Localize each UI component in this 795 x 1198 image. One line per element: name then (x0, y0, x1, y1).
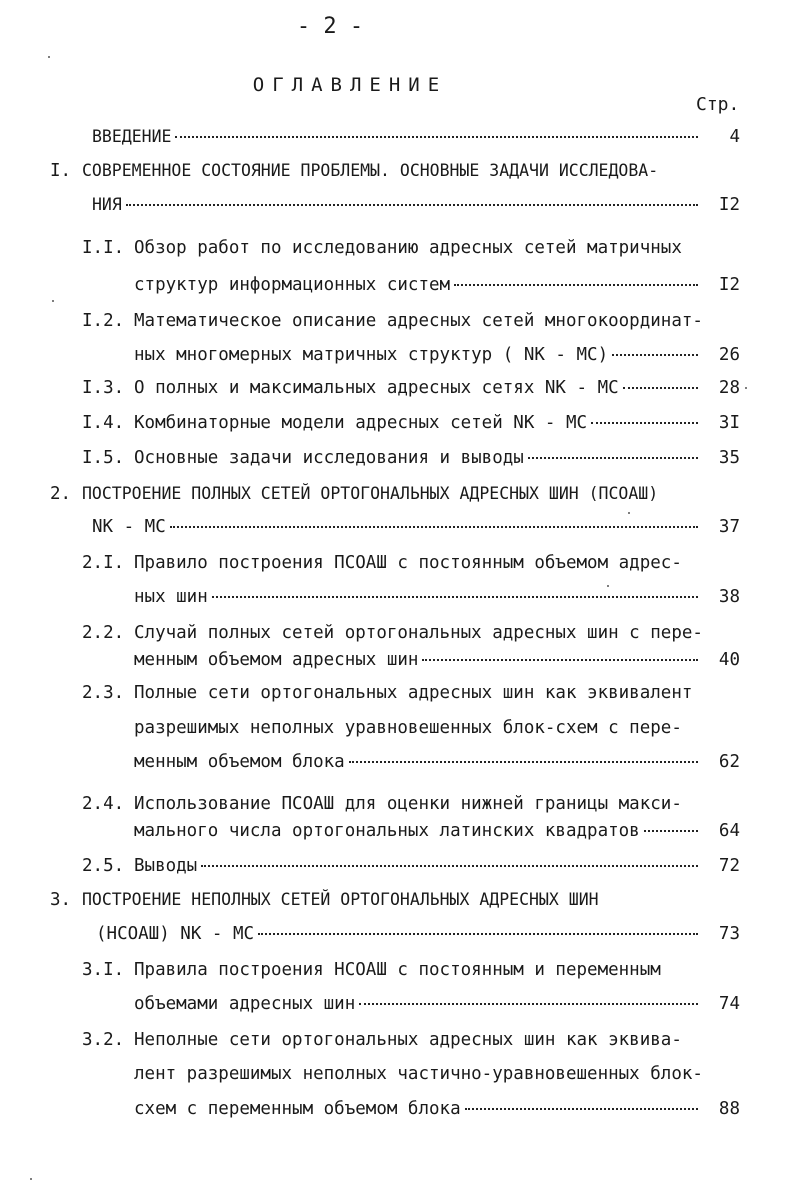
toc-entry-intro[interactable] (92, 124, 740, 150)
dot-leader (349, 760, 698, 763)
section-title-line1: Математическое описание адресных сетей многокоординат- (134, 311, 703, 331)
dot-leader (175, 135, 698, 138)
scan-speck (745, 387, 747, 389)
scan-speck (628, 512, 630, 514)
section-title: Основные задачи исследования и выводы (134, 448, 524, 468)
section-number: 2.I. (82, 553, 125, 573)
section-title-line2: мального числа ортогональных латинских квадратов (134, 821, 640, 841)
chapter-title-line2: NK - MC (92, 517, 166, 537)
section-title-line1: Обзор работ по исследованию адресных сетей матричных (134, 238, 682, 258)
toc-page-number: 74 (718, 994, 740, 1014)
chapter-number: I. (50, 161, 72, 181)
toc-page-number: 62 (718, 752, 740, 772)
section-number: 3.I. (82, 960, 125, 980)
dot-leader (422, 658, 698, 661)
section-number: I.5. (82, 448, 125, 468)
toc-section-1-5[interactable] (82, 445, 740, 471)
dot-leader (528, 456, 698, 459)
toc-chapter-1-cont[interactable] (92, 192, 740, 218)
toc-section-2-1[interactable] (82, 550, 740, 576)
dot-leader (212, 595, 698, 598)
section-title-line1: Случай полных сетей ортогональных адресных шин с пере- (134, 623, 703, 643)
toc-section-3-1[interactable] (82, 957, 740, 983)
dot-leader (258, 932, 698, 935)
toc-page-number: 38 (718, 587, 740, 607)
toc-section-1-4[interactable] (82, 410, 740, 436)
toc-chapter-2-cont[interactable] (92, 514, 740, 540)
section-title: Комбинаторные модели адресных сетей NK - MC (134, 413, 588, 433)
section-number: I.4. (82, 413, 125, 433)
toc-entry-title: ВВЕДЕНИЕ (92, 127, 172, 146)
toc-page-number: 73 (718, 924, 740, 944)
dot-leader (126, 203, 698, 206)
section-title-line1: Использование ПСОАШ для оценки нижней границы макси- (134, 794, 682, 814)
toc-section-3-1-cont[interactable] (134, 991, 740, 1017)
toc-section-1-3[interactable] (82, 375, 740, 401)
dot-leader (465, 1107, 698, 1110)
toc-section-2-3[interactable] (82, 680, 740, 706)
dot-leader (170, 525, 698, 528)
section-title-line1: Неполные сети ортогональных адресных шин как эквива- (134, 1030, 682, 1050)
dot-leader (201, 864, 698, 867)
section-title-line2: ных шин (134, 587, 208, 607)
chapter-number: 3. (50, 890, 72, 910)
dot-leader (612, 353, 698, 356)
section-number: 2.5. (82, 856, 125, 876)
chapter-number: 2. (50, 484, 72, 504)
toc-section-3-2-cont[interactable] (134, 1096, 740, 1122)
section-number: I.2. (82, 311, 125, 331)
section-title-line2: разрешимых неполных уравновешенных блок-схем с пере- (134, 718, 682, 738)
section-title-line1: Полные сети ортогональных адресных шин как эквивалент (134, 683, 693, 703)
toc-page-number: 72 (718, 856, 740, 876)
toc-section-2-2-cont[interactable] (134, 647, 740, 673)
toc-section-2-4[interactable] (82, 791, 740, 817)
section-number: 2.2. (82, 623, 125, 643)
toc-section-2-5[interactable] (82, 853, 740, 879)
toc-section-2-1-cont[interactable] (134, 584, 740, 610)
scan-speck (48, 56, 50, 58)
section-number: 3.2. (82, 1030, 125, 1050)
toc-chapter-2[interactable] (50, 481, 740, 507)
section-number: 2.3. (82, 683, 125, 703)
dot-leader (454, 283, 698, 286)
section-number: I.I. (82, 238, 125, 258)
toc-chapter-3-cont[interactable] (96, 921, 740, 947)
scan-speck (52, 300, 54, 302)
section-title-line2: ных многомерных матричных структур ( NK - MC) (134, 345, 609, 365)
chapter-title-line1: ПОСТРОЕНИЕ НЕПОЛНЫХ СЕТЕЙ ОРТОГОНАЛЬНЫХ АДРЕСНЫХ ШИН (82, 890, 599, 909)
chapter-title-line2: НИЯ (92, 195, 122, 214)
section-title-line3: менным объемом блока (134, 752, 345, 772)
toc-chapter-1[interactable] (50, 158, 740, 184)
toc-page-number: 35 (718, 448, 740, 468)
section-title-line2: лент разрешимых неполных частично-уравновешенных блок- (134, 1064, 703, 1084)
section-title-line1: Правило построения ПСОАШ с постоянным объемом адрес- (134, 553, 682, 573)
toc-section-1-2[interactable] (82, 308, 740, 334)
section-number: I.3. (82, 378, 125, 398)
section-title-line2: объемами адресных шин (134, 994, 356, 1014)
dot-leader (359, 1002, 698, 1005)
dot-leader (644, 829, 698, 832)
chapter-title-line2: (НСОАШ) NK - MC (96, 924, 255, 944)
toc-page-number: I2 (718, 275, 740, 295)
page-title: ОГЛАВЛЕНИЕ (252, 74, 448, 96)
page-number: - 2 - (296, 14, 364, 39)
section-title: Выводы (134, 856, 198, 876)
dot-leader (591, 421, 698, 424)
toc-page-number: 3I (718, 413, 740, 433)
scan-speck (607, 585, 609, 587)
section-title-line2: менным объемом адресных шин (134, 650, 419, 670)
scan-speck (30, 1178, 32, 1180)
toc-section-3-2-line2[interactable] (134, 1061, 740, 1087)
toc-page-number: 88 (718, 1099, 740, 1119)
toc-section-3-2[interactable] (82, 1027, 740, 1053)
section-number: 2.4. (82, 794, 125, 814)
toc-section-1-2-cont[interactable] (134, 342, 740, 368)
toc-page-number: 4 (729, 127, 740, 147)
toc-chapter-3[interactable] (50, 887, 740, 913)
toc-section-1-1[interactable] (82, 235, 740, 261)
section-title-line3: схем с переменным объемом блока (134, 1099, 461, 1119)
toc-section-2-3-line2[interactable] (134, 715, 740, 741)
toc-page-number: 26 (718, 345, 740, 365)
toc-section-2-3-cont[interactable] (134, 749, 740, 775)
dot-leader (623, 386, 698, 389)
toc-page-number: I2 (718, 195, 740, 215)
chapter-title-line1: СОВРЕМЕННОЕ СОСТОЯНИЕ ПРОБЛЕМЫ. ОСНОВНЫЕ ЗАДАЧИ ИССЛЕДОВА- (82, 161, 659, 180)
toc-page-number: 37 (718, 517, 740, 537)
toc-page-number: 28 (718, 378, 740, 398)
toc-section-2-4-cont[interactable] (134, 818, 740, 844)
section-title-line1: Правила построения НСОАШ с постоянным и переменным (134, 960, 661, 980)
section-title: О полных и максимальных адресных сетях NK - MC (134, 378, 619, 398)
toc-section-2-2[interactable] (82, 620, 740, 646)
section-title-line2: структур информационных систем (134, 275, 451, 295)
toc-page-number: 64 (718, 821, 740, 841)
page-column-header: Стр. (696, 94, 740, 115)
toc-page-number: 40 (718, 650, 740, 670)
toc-section-1-1-cont[interactable] (134, 272, 740, 298)
chapter-title-line1: ПОСТРОЕНИЕ ПОЛНЫХ СЕТЕЙ ОРТОГОНАЛЬНЫХ АДРЕСНЫХ ШИН (ПСОАШ) (82, 484, 659, 503)
